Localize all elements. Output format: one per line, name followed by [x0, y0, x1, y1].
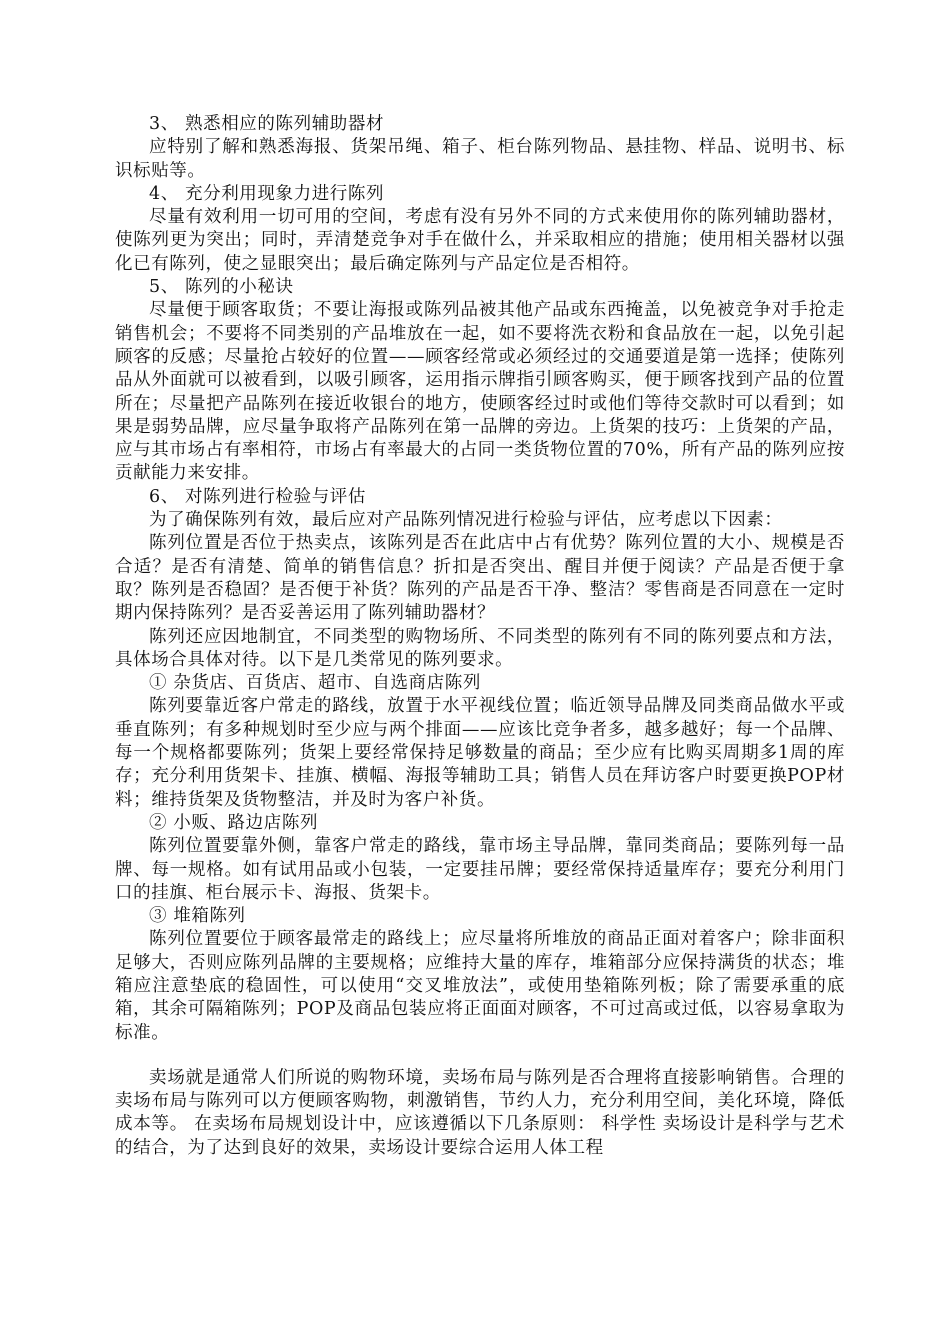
store-type-3-heading: ③ 堆箱陈列 [149, 906, 246, 927]
section-6-intro: 为了确保陈列有效，最后应对产品陈列情况进行检验与评估，应考虑以下因素： [149, 510, 783, 531]
section-6-questions: 陈列位置是否位于热卖点，该陈列是否在此店中占有优势？陈列位置的大小、规模是否合适？是否有清楚、简单的销售信息？折扣是否突出、醒目并便于阅读？产品是否便于拿取？陈列是否稳固？是否便于补货？陈列的产品是否干净、整洁？零售商是否同意在一定时期内保持陈列？是否妥善运用了陈列辅助器材？ [115, 533, 845, 624]
section-6-heading: 6、 对陈列进行检验与评估 [149, 486, 366, 507]
section-5-heading: 5、 陈列的小秘诀 [149, 277, 294, 298]
store-type-3-body: 陈列位置要位于顾客最常走的路线上；应尽量将所堆放的商品正面对着客户；除非面积足够大，否则应陈列品牌的主要规格；应维持大量的库存，堆箱部分应保持满货的状态；堆箱应注意垫底的稳固性，可以使用“交叉堆放法”，或使用垫箱陈列板；除了需要承重的底箱，其余可隔箱陈列；POP及商品包装应将正面面对顾客，不可过高或过低，以容易拿取为标准。 [115, 929, 845, 1043]
section-3-body: 应特别了解和熟悉海报、货架吊绳、箱子、柜台陈列物品、悬挂物、样品、说明书、标识标贴等。 [115, 137, 845, 181]
store-type-2-heading: ② 小贩、路边店陈列 [149, 812, 319, 833]
store-type-1-body: 陈列要靠近客户常走的路线，放置于水平视线位置；临近领导品牌及同类商品做水平或垂直陈列；有多种规划时至少应与两个排面——应该比竞争者多，越多越好；每一个品牌、每一个规格都要陈列；货架上要经常保持足够数量的商品；至少应有比购买周期多1周的库存；充分利用货架卡、挂旗、横幅、海报等辅助工具；销售人员在拜访客户时要更换POP材料；维持货架及货物整洁，并及时为客户补货。 [115, 696, 845, 810]
closing-paragraph: 卖场就是通常人们所说的购物环境，卖场布局与陈列是否合理将直接影响销售。合理的卖场布局与陈列可以方便顾客购物，刺激销售，节约人力，充分利用空间，美化环境，降低成本等。 在卖场布局规划设计中，应该遵循以下几条原则： 科学性 卖场设计是科学与艺术的结合，为了达到良好的效果，卖场设计要综合运用人体工程 [115, 1067, 845, 1158]
store-type-2-body: 陈列位置要靠外侧，靠客户常走的路线，靠市场主导品牌，靠同类商品；要陈列每一品牌、每一规格。如有试用品或小包装，一定要挂吊牌；要经常保持适量库存；要充分利用门口的挂旗、柜台展示卡、海报、货架卡。 [115, 836, 845, 903]
section-5-body: 尽量便于顾客取货；不要让海报或陈列品被其他产品或东西掩盖，以免被竞争对手抢走销售机会；不要将不同类别的产品堆放在一起，如不要将洗衣粉和食品放在一起，以免引起顾客的反感；尽量抢占较好的位置——顾客经常或必须经过的交通要道是第一选择；使陈列品从外面就可以被看到，以吸引顾客，运用指示牌指引顾客购买，便于顾客找到产品的位置所在；尽量把产品陈列在接近收银台的地方，使顾客经过时或他们等待交款时可以看到；如果是弱势品牌，应尽量争取将产品陈列在第一品牌的旁边。上货架的技巧：上货架的产品，应与其市场占有率相符，市场占有率最大的占同一类货物位置的70%，所有产品的陈列应按贡献能力来安排。 [115, 300, 845, 484]
section-3-heading: 3、 熟悉相应的陈列辅助器材 [149, 114, 385, 134]
section-4-body: 尽量有效利用一切可用的空间，考虑有没有另外不同的方式来使用你的陈列辅助器材，使陈列更为突出；同时，弄清楚竞争对手在做什么，并采取相应的措施；使用相关器材以强化已有陈列，使之显眼突出；最后确定陈列与产品定位是否相符。 [115, 207, 845, 274]
section-6-adapt: 陈列还应因地制宜，不同类型的购物场所、不同类型的陈列有不同的陈列要点和方法，具体场合具体对待。以下是几类常见的陈列要求。 [115, 626, 845, 670]
paragraph-gap [115, 1045, 845, 1067]
section-4-heading: 4、 充分利用现象力进行陈列 [149, 183, 385, 204]
document-body [115, 113, 845, 1160]
store-type-1-heading: ① 杂货店、百货店、超市、自选商店陈列 [149, 673, 481, 694]
